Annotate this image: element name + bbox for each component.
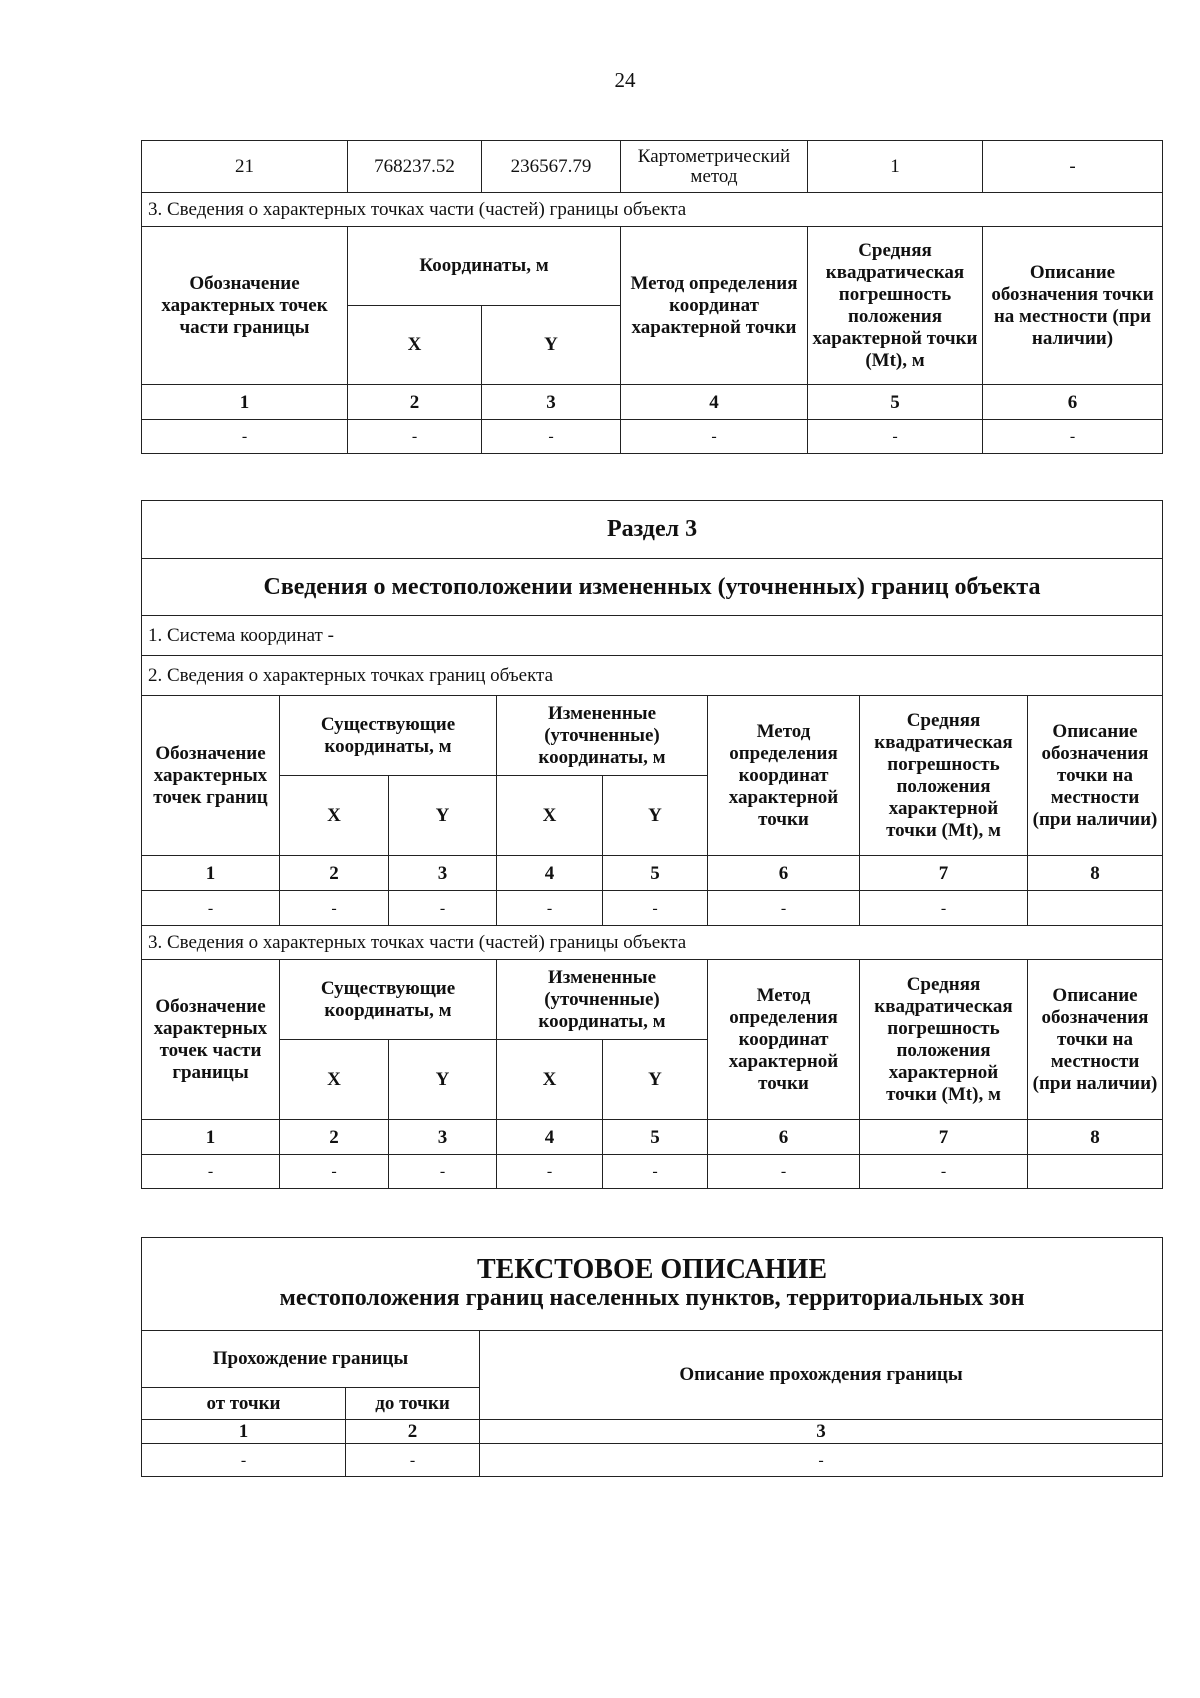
table-row (142, 1444, 1163, 1477)
table-row (142, 891, 1163, 926)
cell-y: 236567.79 (482, 141, 621, 193)
text-description-title: ТЕКСТОВОЕ ОПИСАНИЕ (477, 1254, 828, 1285)
empty-cell: - (497, 891, 603, 926)
text-description-heading (142, 1238, 1163, 1331)
header-error: Средняя квадратическая погрешность положения характерной точки (Mt), м (860, 696, 1028, 856)
header-passage-description: Описание прохождения границы (480, 1331, 1163, 1420)
column-number: 4 (497, 1120, 603, 1155)
header-point: Обозначение характерных точек части границы (142, 960, 280, 1120)
column-number: 6 (983, 385, 1163, 420)
empty-cell: - (482, 420, 621, 454)
header-method: Метод определения координат характерной точки (621, 227, 808, 385)
empty-cell: - (708, 891, 860, 926)
column-number: 3 (389, 856, 497, 891)
column-number: 1 (142, 856, 280, 891)
column-number: 1 (142, 1420, 346, 1444)
column-number: 2 (348, 385, 482, 420)
column-numbers-row (142, 856, 1163, 891)
empty-cell: - (280, 891, 389, 926)
header-description: Описание обозначения точки на местности (при наличии) (983, 227, 1163, 385)
cell-point: 21 (142, 141, 348, 193)
header-coords: Координаты, м (348, 227, 621, 306)
column-number: 4 (497, 856, 603, 891)
header-x: X (497, 1040, 603, 1120)
header-error: Средняя квадратическая погрешность положения характерной точки (Mt), м (808, 227, 983, 385)
header-method: Метод определения координат характерной точки (708, 696, 860, 856)
column-number: 5 (603, 1120, 708, 1155)
column-numbers-row (142, 385, 1163, 420)
empty-cell: - (142, 420, 348, 454)
header-description: Описание обозначения точки на местности (при наличии) (1028, 960, 1163, 1120)
column-number: 3 (482, 385, 621, 420)
empty-cell: - (480, 1444, 1163, 1477)
section-3-table (141, 500, 1163, 1189)
column-number: 3 (480, 1420, 1163, 1444)
column-number: 7 (860, 856, 1028, 891)
header-error: Средняя квадратическая погрешность положения характерной точки (Mt), м (860, 960, 1028, 1120)
cell-method: Картометрический метод (621, 141, 808, 193)
empty-cell (1028, 891, 1163, 926)
cell-x: 768237.52 (348, 141, 482, 193)
header-passage: Прохождение границы (142, 1331, 480, 1388)
header-y: Y (482, 306, 621, 385)
column-number: 2 (280, 1120, 389, 1155)
header-x: X (497, 776, 603, 856)
table-row (142, 141, 1163, 193)
column-numbers-row (142, 1420, 1163, 1444)
header-y: Y (603, 1040, 708, 1120)
empty-cell: - (280, 1155, 389, 1189)
column-number: 2 (280, 856, 389, 891)
section-subtitle: Сведения о местоположении измененных (уточненных) границ объекта (142, 559, 1163, 616)
empty-cell: - (348, 420, 482, 454)
column-number: 8 (1028, 856, 1163, 891)
section-heading: Раздел 3 (142, 501, 1163, 559)
header-x: X (280, 1040, 389, 1120)
header-y: Y (603, 776, 708, 856)
text-description-subtitle: местоположения границ населенных пунктов, территориальных зон (279, 1285, 1025, 1311)
part3-title: 3. Сведения о характерных точках части (частей) границы объекта (142, 926, 1163, 960)
header-changed-coords: Измененные (уточненные) координаты, м (497, 696, 708, 776)
header-x: X (348, 306, 482, 385)
empty-cell: - (389, 1155, 497, 1189)
column-number: 3 (389, 1120, 497, 1155)
header-y: Y (389, 1040, 497, 1120)
text-description-table (141, 1237, 1163, 1477)
column-number: 1 (142, 385, 348, 420)
empty-cell: - (142, 1155, 280, 1189)
part2-title: 2. Сведения о характерных точках границ объекта (142, 656, 1163, 696)
column-numbers-row (142, 1120, 1163, 1155)
empty-cell: - (983, 420, 1163, 454)
column-number: 1 (142, 1120, 280, 1155)
column-number: 5 (603, 856, 708, 891)
header-existing-coords: Существующие координаты, м (280, 696, 497, 776)
empty-cell (1028, 1155, 1163, 1189)
empty-cell: - (860, 891, 1028, 926)
empty-cell: - (808, 420, 983, 454)
empty-cell: - (389, 891, 497, 926)
header-changed-coords: Измененные (уточненные) координаты, м (497, 960, 708, 1040)
column-number: 5 (808, 385, 983, 420)
table-row (142, 1155, 1163, 1189)
empty-cell: - (603, 891, 708, 926)
header-existing-coords: Существующие координаты, м (280, 960, 497, 1040)
boundary-points-table-continuation (141, 140, 1163, 454)
section-title: 3. Сведения о характерных точках части (частей) границы объекта (142, 193, 1163, 227)
column-number: 2 (346, 1420, 480, 1444)
empty-cell: - (497, 1155, 603, 1189)
header-to-point: до точки (346, 1388, 480, 1420)
header-y: Y (389, 776, 497, 856)
header-x: X (280, 776, 389, 856)
column-number: 7 (860, 1120, 1028, 1155)
header-point: Обозначение характерных точек части границы (142, 227, 348, 385)
empty-cell: - (621, 420, 808, 454)
column-number: 8 (1028, 1120, 1163, 1155)
cell-error: 1 (808, 141, 983, 193)
empty-cell: - (860, 1155, 1028, 1189)
column-number: 6 (708, 856, 860, 891)
column-number: 4 (621, 385, 808, 420)
empty-cell: - (142, 1444, 346, 1477)
empty-cell: - (346, 1444, 480, 1477)
header-point: Обозначение характерных точек границ (142, 696, 280, 856)
coord-system: 1. Система координат - (142, 616, 1163, 656)
table-row (142, 420, 1163, 454)
header-description: Описание обозначения точки на местности (при наличии) (1028, 696, 1163, 856)
column-number: 6 (708, 1120, 860, 1155)
page-number: 24 (614, 68, 636, 92)
empty-cell: - (708, 1155, 860, 1189)
header-from-point: от точки (142, 1388, 346, 1420)
header-method: Метод определения координат характерной точки (708, 960, 860, 1120)
empty-cell: - (603, 1155, 708, 1189)
empty-cell: - (142, 891, 280, 926)
cell-description: - (983, 141, 1163, 193)
